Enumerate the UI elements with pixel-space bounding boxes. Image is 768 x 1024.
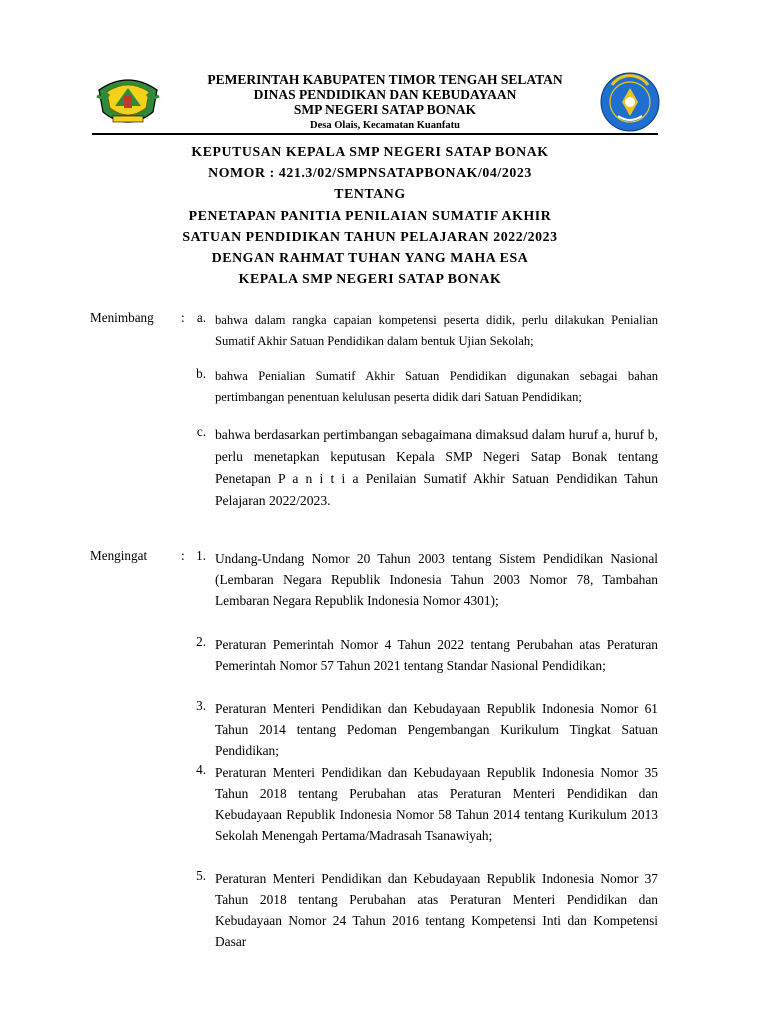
letterhead-line-school: SMP NEGERI SATAP BONAK <box>293 102 477 117</box>
letterhead-address: Desa Olais, Kecamatan Kuanfatu <box>310 120 460 131</box>
mengingat-item-text: Peraturan Menteri Pendidikan dan Kebudayaan Republik Indonesia Nomor 35 Tahun 2018 tentang Perubahan atas Peraturan Menteri Pendidikan dan Kebudayaan Republik Indonesia Nomor 58 Tahun 2014 tentang Kurikulum 2013 Sekolah Menengah Pertama/Madrasah Tsanawiyah; <box>215 765 658 843</box>
menimbang-item-marker: c. <box>196 424 206 439</box>
decree-title: KEPUTUSAN KEPALA SMP NEGERI SATAP BONAK <box>191 144 549 159</box>
decree-number: NOMOR : 421.3/02/SMPNSATAPBONAK/04/2023 <box>208 165 532 181</box>
letterhead-line-government: PEMERINTAH KABUPATEN TIMOR TENGAH SELATAN <box>207 72 563 87</box>
mengingat-label: Mengingat <box>90 548 148 563</box>
mengingat-item-text: Undang-Undang Nomor 20 Tahun 2003 tentang Sistem Pendidikan Nasional (Lembaran Negara Republik Indonesia Tahun 2003 Nomor 78, Tambahan Lembaran Negara Republik Indonesia Nomor 4301); <box>215 551 658 608</box>
decree-issuer: KEPALA SMP NEGERI SATAP BONAK <box>238 271 502 287</box>
mengingat-item-marker: 5. <box>196 868 206 883</box>
menimbang-label: Menimbang <box>90 310 154 325</box>
letterhead-line-department: DINAS PENDIDIKAN DAN KEBUDAYAAN <box>253 87 517 102</box>
mengingat-item-marker: 3. <box>196 698 206 713</box>
mengingat-item-marker: 2. <box>196 634 206 649</box>
decree-title-block <box>80 141 660 289</box>
menimbang-item-text: bahwa Penialian Sumatif Akhir Satuan Pendidikan digunakan sebagai bahan pertimbangan penentuan kelulusan peserta didik dari Satuan Pendidikan; <box>215 369 658 404</box>
letterhead <box>0 70 768 134</box>
menimbang-item-text: bahwa berdasarkan pertimbangan sebagaimana dimaksud dalam huruf a, huruf b, perlu menetapkan keputusan Kepala SMP Negeri Satap Bonak tentang Penetapan P a n i t i a Penilaian Sumatif Akhir Satuan Pendidikan Tahun Pelajaran 2022/2023. <box>215 427 658 508</box>
mengingat-item-text: Peraturan Menteri Pendidikan dan Kebudayaan Republik Indonesia Nomor 37 Tahun 2018 tentang Perubahan atas Peraturan Menteri Pendidikan dan Kebudayaan Nomor 24 Tahun 2016 tentang Kompetensi Inti dan Kompetensi Dasar <box>215 871 658 949</box>
letterhead-divider <box>92 133 658 135</box>
menimbang-item-marker: a. <box>196 310 206 325</box>
decree-about: TENTANG <box>334 186 406 202</box>
mengingat-item-marker: 4. <box>196 762 206 777</box>
menimbang-item-text: bahwa dalam rangka capaian kompetensi peserta didik, perlu dilakukan Penialian Sumatif Akhir Satuan Pendidikan dalam bentuk Ujian Sekolah; <box>215 313 658 348</box>
menimbang-colon: : <box>181 310 185 325</box>
decree-subject-line2: SATUAN PENDIDIKAN TAHUN PELAJARAN 2022/2023 <box>182 228 558 244</box>
mengingat-item-text: Peraturan Menteri Pendidikan dan Kebudayaan Republik Indonesia Nomor 61 Tahun 2014 tentang Pedoman Pengembangan Kurikulum Tingkat Satuan Pendidikan; <box>215 701 658 758</box>
menimbang-item-marker: b. <box>196 366 206 381</box>
decree-subject-line1: PENETAPAN PANITIA PENILAIAN SUMATIF AKHIR <box>188 207 552 223</box>
tut-wuri-handayani-logo-icon <box>600 72 660 132</box>
mengingat-item-marker: 1. <box>196 548 206 563</box>
decree-invocation: DENGAN RAHMAT TUHAN YANG MAHA ESA <box>211 250 529 266</box>
letterhead-text <box>160 72 610 133</box>
mengingat-colon: : <box>181 548 185 563</box>
mengingat-item-text: Peraturan Pemerintah Nomor 4 Tahun 2022 tentang Perubahan atas Peraturan Pemerintah Nomor 57 Tahun 2021 tentang Standar Nasional Pendidikan; <box>215 637 658 673</box>
regency-emblem-icon <box>95 74 161 128</box>
